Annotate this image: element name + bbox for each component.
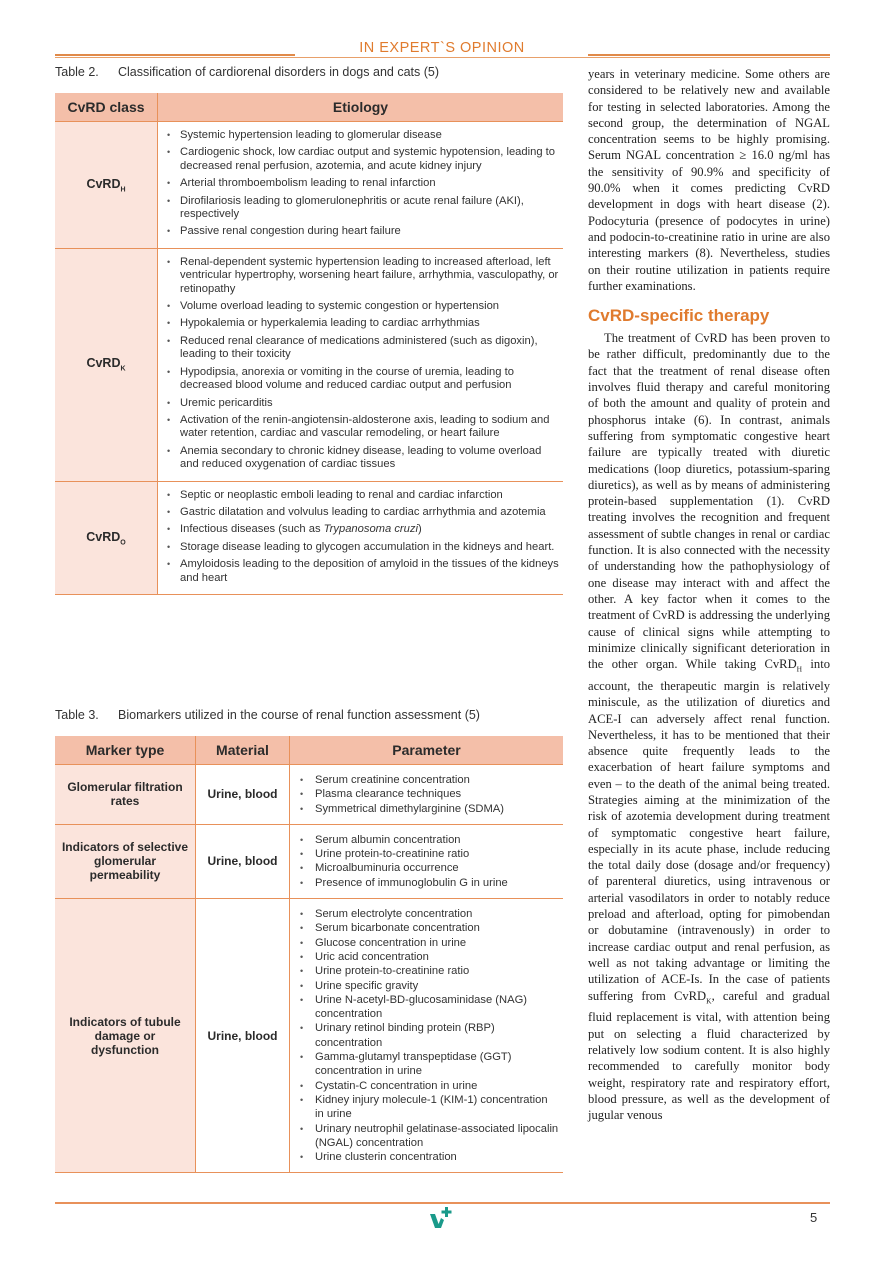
list-item [166,523,559,536]
list-item: • Amyloidosis leading to the deposition of amyloid in the tissues of the kidneys and heart [166,558,559,585]
header-rule-left [55,54,295,56]
list-item: • Passive renal congestion during heart failure [166,225,559,238]
list-item: • Anemia secondary to chronic kidney disease, leading to volume overload and reduced oxygenation of cardiac tissues [166,445,559,472]
list-item: • Symmetrical dimethylarginine (SDMA) [299,802,559,816]
table-row [55,481,563,594]
marker-type-cell: Glomerular filtration rates [55,765,196,825]
table-row [55,765,563,825]
list-item: • Kidney injury molecule-1 (KIM-1) concentration in urine [299,1093,559,1122]
text-fragment: , careful and gradual fluid replacement is vital, with attention being put on selecting a fluid characterized by relatively low sodium content. It is also highly recommended to carefully monitor body weight, respiratory rate and respiratory effort, blood pressure, as well as the development of jugular venous [588,988,830,1123]
subscript: H [796,664,803,674]
list-item: • Activation of the renin-angiotensin-aldosterone axis, leading to sodium and water retention, cardiac and vascular remodeling, or heart failure [166,414,559,441]
table3-caption-text: Biomarkers utilized in the course of renal function assessment (5) [118,708,480,722]
column-header-parameter: Parameter [290,736,564,765]
list-item: • Urine specific gravity [299,979,559,993]
list-item: • Urinary retinol binding protein (RBP) concentration [299,1021,559,1050]
list-item: • Glucose concentration in urine [299,936,559,950]
cardiorenal-classification-table [55,93,563,595]
list-item: • Urine clusterin concentration [299,1150,559,1164]
list-item: • Plasma clearance techniques [299,787,559,801]
table-row [55,122,563,249]
table-header-row [55,736,563,765]
class-label: CvRD [86,356,121,371]
list-item: • Gastric dilatation and volvulus leading to cardiac arrhythmia and azotemia [166,506,559,519]
list-item: • Presence of immunoglobulin G in urine [299,876,559,890]
cvrd-class-cell [55,481,158,594]
text-fragment: ) [417,523,422,536]
table-row [55,899,563,1173]
etiology-cell [158,248,564,481]
table2-caption [55,65,439,79]
cvrd-class-cell [55,248,158,481]
list-item: • Septic or neoplastic emboli leading to renal and cardiac infarction [166,489,559,502]
table2-caption-number: Table 2. [55,65,99,79]
class-subscript: O [120,539,126,546]
subscript: K [706,996,712,1006]
list-item: • Gamma-glutamyl transpeptidase (GGT) concentration in urine [299,1050,559,1079]
list-item: • Hypodipsia, anorexia or vomiting in the course of uremia, leading to decreased blood volume and reduced cardiac output and perfusion [166,366,559,393]
parameter-cell [290,824,564,898]
list-item: • Volume overload leading to systemic congestion or hypertension [166,300,559,313]
parameter-cell [290,899,564,1173]
class-label: CvRD [86,176,121,191]
list-item: • Cardiogenic shock, low cardiac output and systemic hypotension, leading to decreased renal perfusion, azotemia, and acute kidney injury [166,146,559,173]
table2-caption-text: Classification of cardiorenal disorders in dogs and cats (5) [118,65,439,79]
parameter-cell [290,765,564,825]
renal-biomarkers-table [55,736,563,1173]
class-subscript: K [120,365,126,373]
section-title: IN EXPERT`S OPINION [359,40,525,56]
material-cell: Urine, blood [196,899,290,1173]
list-item: • Urine protein-to-creatinine ratio [299,847,559,861]
species-name: Trypanosoma cruzi [323,523,418,536]
list-item: • Reduced renal clearance of medications administered (such as digoxin), leading to their toxicity [166,335,559,362]
table-header-row [55,93,563,122]
list-item: • Serum creatinine concentration [299,773,559,787]
list-item: • Urine protein-to-creatinine ratio [299,964,559,978]
list-item: • Arterial thromboembolism leading to renal infarction [166,177,559,190]
list-item: • Serum electrolyte concentration [299,907,559,921]
etiology-cell [158,481,564,594]
footer-rule [55,1202,830,1204]
cvrd-class-cell [55,122,158,249]
vet-plus-logo-icon [428,1206,454,1232]
class-label: CvRD [86,529,121,544]
list-item: • Hypokalemia or hyperkalemia leading to cardiac arrhythmias [166,317,559,330]
table-row [55,248,563,481]
material-cell: Urine, blood [196,765,290,825]
list-item: • Renal-dependent systemic hypertension leading to increased afterload, left ventricular hypertrophy, worsening heart failure, arrhythmia, vasculopathy, or retinopathy [166,256,559,296]
list-item: • Dirofilariosis leading to glomerulonephritis or acute renal failure (AKI), respectively [166,195,559,222]
list-item: • Storage disease leading to glycogen accumulation in the kidneys and heart. [166,541,559,554]
table-row [55,824,563,898]
text-fragment: The treatment of CvRD has been proven to be rather difficult, predominantly due to the fact that the treatment of renal disease often involves fluid therapy and careful monitoring of both the amount and quality of protein and phosphorus intake (6). In contrast, animals suffering from symptomatic congestive heart failure are typically treated with diuretic medications (loop diuretics, potassium-sparing diuretics), as well as by means of administering protein-based supplementation (1). CvRD treating involves the recognition and frequent assessment of subtle changes in renal or cardiac function. It is also connected with the necessity of understanding how the pathophysiology of one disease may interact with and affect the other. A key factor when it comes to the treatment of CvRD is addressing the underlying cause of clinical signs while attempting to minimize clinically significant deterioration in the other organ. While taking CvRD [588,331,830,672]
class-subscript: H [120,186,126,194]
table3-caption [55,708,480,722]
list-item: • Serum bicarbonate concentration [299,921,559,935]
list-item: • Uric acid concentration [299,950,559,964]
list-item: • Cystatin-C concentration in urine [299,1079,559,1093]
text-fragment: Infectious diseases (such as [180,523,324,536]
etiology-cell [158,122,564,249]
list-item: • Microalbuminuria occurrence [299,861,559,875]
column-header-material: Material [196,736,290,765]
list-item: • Uremic pericarditis [166,397,559,410]
column-header-marker-type: Marker type [55,736,196,765]
list-item: • Urinary neutrophil gelatinase-associated lipocalin (NGAL) concentration [299,1122,559,1151]
table3-caption-number: Table 3. [55,708,99,722]
body-paragraph [588,330,830,1123]
list-item: • Systemic hypertension leading to glomerular disease [166,129,559,142]
column-header-cvrd-class: CvRD class [55,93,158,122]
marker-type-cell: Indicators of selective glomerular permeability [55,824,196,898]
column-header-etiology: Etiology [158,93,564,122]
section-heading: CvRD-specific therapy [588,306,770,326]
material-cell: Urine, blood [196,824,290,898]
text-fragment: into account, the therapeutic margin is relatively miniscule, as the utilization of diuretics and ACE-I can adversely affect renal function. Nevertheless, it has to be mentioned that their absence quite frequently leads to the exacerbation of heart failure symptoms and even – to the death of the animal being treated. Strategies aiming at the minimization of the risk of azotemia development during treatment of symptomatic congestive heart failure, especially in its acute phase, include reducing the total daily dose (dosage and/or frequency) of parenteral diuretics, using intravenous or arterial vasodilators in order to notably reduce preload and afterload, opting for pimobendan or dobutamine (intravenously) in order to increase cardiac output and renal perfusion, as well as not taking advantage or limiting the utilization of ACE-Is. In the case of patients suffering from CvRD [588,657,831,1003]
article-body-column [588,66,830,1123]
body-paragraph: years in veterinary medicine. Some others are considered to be relatively new and available for testing in selected laboratories. Among the second group, the determination of NGAL concentration seems to be highly promising. Serum NGAL concentration ≥ 16.0 ng/ml has the sensitivity of 90.9% and specificity of 90.0% when it comes predicting CvRD development in dogs with heart disease (2). Podocyturia (presence of podocytes in urine) and podocin-to-creatinine ratio in urine are also interesting markers (8). Nevertheless, studies on their routine utilization in patients require further examinations. [588,67,830,293]
header-rule-right [588,54,830,56]
marker-type-cell: Indicators of tubule damage or dysfunction [55,899,196,1173]
list-item: • Serum albumin concentration [299,833,559,847]
header-rule-thin [55,57,830,58]
list-item: • Urine N-acetyl-BD-glucosaminidase (NAG) concentration [299,993,559,1022]
page-number: 5 [810,1210,818,1225]
